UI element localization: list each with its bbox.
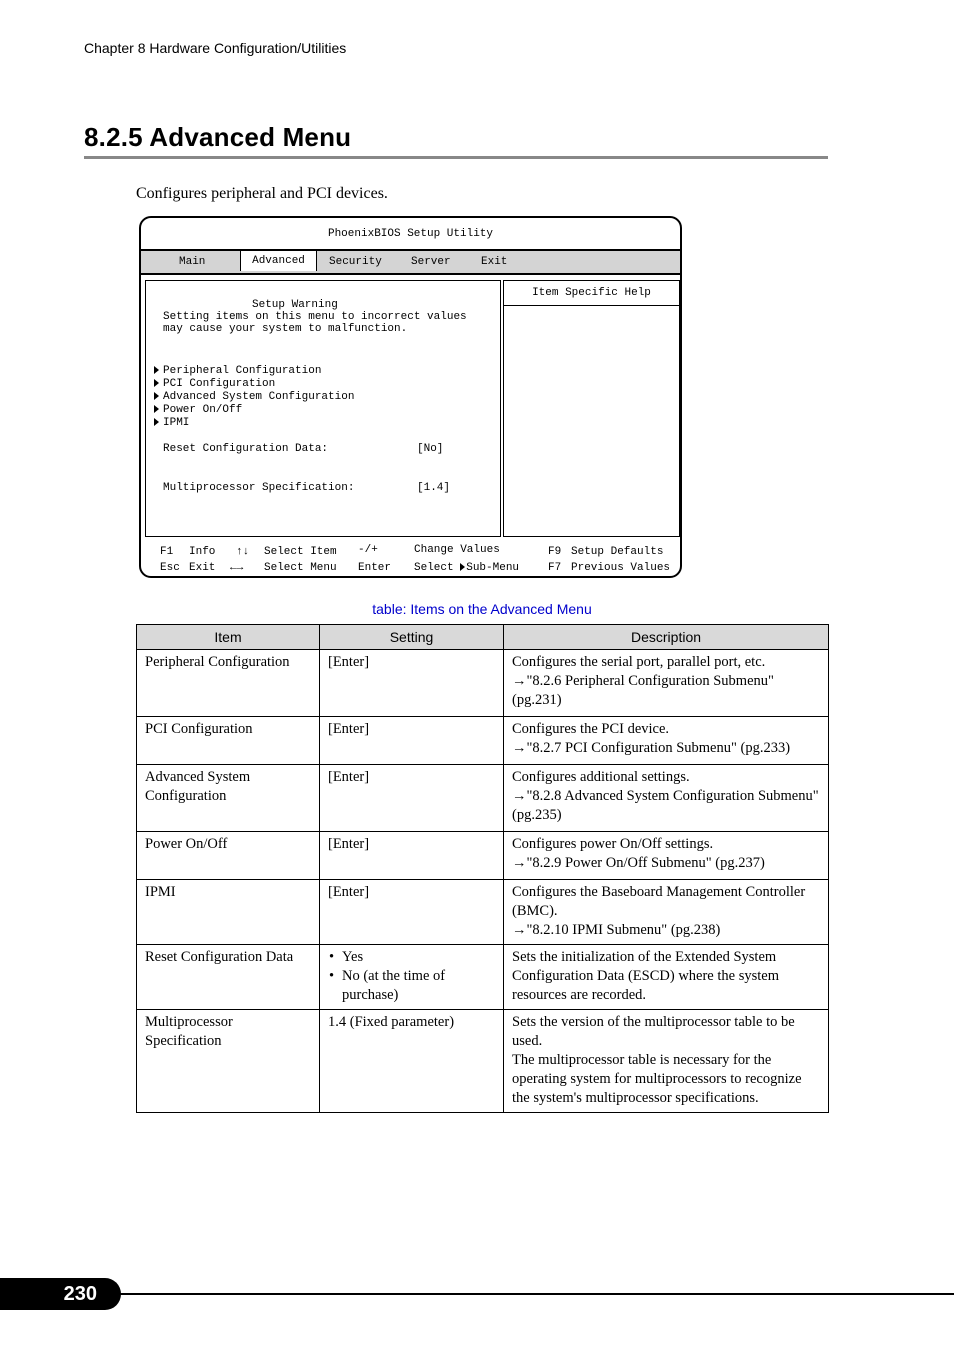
bios-submenu-label: IPMI [163,417,190,429]
bios-help-panel [503,280,680,537]
cell-description [504,717,829,765]
bios-warning-line: Setting items on this menu to incorrect values [163,311,467,323]
cell-item: Power On/Off [137,832,320,880]
updown-arrows-icon: ↑↓ [236,546,250,558]
column-header-description: Description [504,625,829,650]
bios-submenu-item [154,378,275,390]
bios-warning-title: Setup Warning [252,299,338,311]
table-row [137,880,829,945]
page-number: 230 [0,1278,121,1310]
submenu-arrow-icon [154,418,159,426]
submenu-arrow-icon [154,392,159,400]
cell-setting: [Enter] [320,880,504,945]
bios-settings-panel [145,280,501,537]
column-header-setting: Setting [320,625,504,650]
chapter-header: Chapter 8 Hardware Configuration/Utilities [84,40,347,56]
submenu-arrow-icon [154,379,159,387]
bios-menu-advanced-label: Advanced [252,255,305,267]
section-title: 8.2.5 Advanced Menu [84,122,352,152]
bios-submenu-label: PCI Configuration [163,378,276,390]
key-minus-plus: -/+ [358,544,378,556]
bios-mp-value: [1.4] [417,482,451,494]
table-caption: table: Items on the Advanced Menu [372,601,592,617]
title-divider [84,156,828,159]
table-row [137,832,829,880]
key-exit: Exit [189,562,216,574]
key-select-menu: Select Menu [264,562,337,574]
cell-description [504,832,829,880]
desc-line: Configures additional settings. [512,769,690,785]
bios-warning-line: may cause your system to malfunction. [163,323,408,335]
bios-menubar [141,249,680,275]
bios-submenu-label: Power On/Off [163,404,243,416]
submenu-arrow-icon [154,405,159,413]
cell-description [504,945,829,1010]
key-sub-menu: Sub-Menu [466,562,520,574]
bios-reset-value: [No] [417,443,444,455]
cell-item: Reset Configuration Data [137,945,320,1010]
table-header-row [137,625,829,650]
table-row [137,765,829,832]
cross-reference-link[interactable]: →"8.2.10 IPMI Submenu" (pg.238) [512,922,721,938]
bios-mp-label: Multiprocessor Specification: [163,482,355,494]
bios-submenu-item [154,391,354,403]
desc-line: Configures power On/Off settings. [512,836,714,852]
cell-item: IPMI [137,880,320,945]
key-setup-defaults: Setup Defaults [571,546,664,558]
cell-setting: [Enter] [320,717,504,765]
cell-description [504,765,829,832]
key-select-submenu [414,562,519,574]
desc-line: Sets the initialization of the Extended System Configuration Data (ESCD) where the system resources are recorded. [512,949,779,1003]
bios-menu-advanced [240,251,317,271]
table-row [137,945,829,1010]
column-header-item: Item [137,625,320,650]
bios-menu-server: Server [411,256,451,268]
cell-item: Advanced System Configuration [137,765,320,832]
desc-line: Configures the PCI device. [512,721,670,737]
key-change-values: Change Values [414,544,500,556]
bios-menu-security: Security [329,256,382,268]
bios-menu-main: Main [179,256,206,268]
key-f1: F1 [160,546,174,558]
key-esc: Esc [160,562,180,574]
cell-description [504,1010,829,1113]
footer-divider [110,1293,954,1295]
key-info: Info [189,546,216,558]
bios-submenu-label: Advanced System Configuration [163,391,355,403]
cell-setting: 1.4 (Fixed parameter) [320,1010,504,1113]
key-enter: Enter [358,562,392,574]
bios-submenu-item [154,417,189,429]
bios-menu-exit: Exit [481,256,508,268]
cell-item: PCI Configuration [137,717,320,765]
key-f7: F7 [548,562,562,574]
cell-setting: [Enter] [320,832,504,880]
cell-item: Multiprocessor Specification [137,1010,320,1113]
key-previous-values: Previous Values [571,562,671,574]
cross-reference-link[interactable]: →"8.2.7 PCI Configuration Submenu" (pg.233) [512,740,791,756]
table-row [137,717,829,765]
cell-description [504,880,829,945]
table-row [137,1010,829,1113]
setting-option: • Yes [342,948,495,967]
setting-option: • No (at the time of purchase) [342,967,495,1005]
key-f9: F9 [548,546,562,558]
intro-text: Configures peripheral and PCI devices. [136,185,388,202]
submenu-arrow-icon [460,563,465,571]
cell-description [504,650,829,717]
cell-item: Peripheral Configuration [137,650,320,717]
cross-reference-link[interactable]: →"8.2.9 Power On/Off Submenu" (pg.237) [512,855,765,871]
desc-line: Configures the Baseboard Management Controller (BMC). [512,884,806,919]
bios-help-title: Item Specific Help [504,281,679,306]
key-select: Select [414,562,454,574]
cross-reference-link[interactable]: →"8.2.8 Advanced System Configuration Submenu" (pg.235) [512,788,819,823]
setting-options-list [328,948,495,1005]
bios-reset-label: Reset Configuration Data: [163,443,329,455]
bios-submenu-label: Peripheral Configuration [163,365,322,377]
bios-submenu-item [154,365,321,377]
key-select-item: Select Item [264,546,337,558]
bios-title: PhoenixBIOS Setup Utility [327,228,494,240]
desc-line: The multiprocessor table is necessary for the operating system for multiprocessors to recognize the system's multiprocessor specifications. [512,1052,802,1106]
leftright-arrows-icon: ←→ [230,562,244,574]
cell-setting: [Enter] [320,765,504,832]
advanced-menu-table [136,624,829,1113]
desc-line: Configures the serial port, parallel port, etc. [512,654,766,670]
cell-setting [320,945,504,1010]
desc-line: Sets the version of the multiprocessor table to be used. [512,1014,795,1049]
bios-screenshot [139,216,682,578]
cross-reference-link[interactable]: →"8.2.6 Peripheral Configuration Submenu" (pg.231) [512,673,774,708]
bios-submenu-item [154,404,242,416]
cell-setting: [Enter] [320,650,504,717]
submenu-arrow-icon [154,366,159,374]
table-row [137,650,829,717]
